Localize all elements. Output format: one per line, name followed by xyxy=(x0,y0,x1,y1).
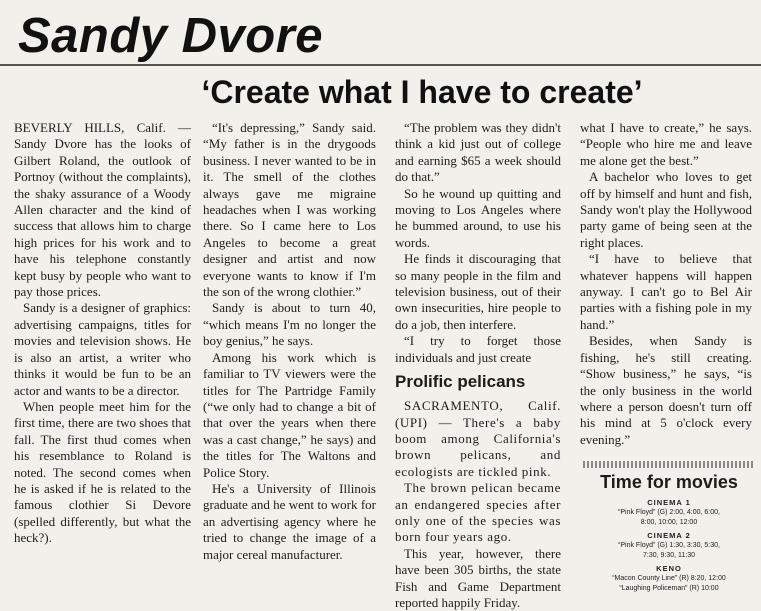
paragraph: Besides, when Sandy is fishing, he's still creating. “Show business,” he says, “is the only business in the world where a person doesn't turn off his mind at 5 o'clock every evening.” xyxy=(580,333,752,447)
paragraph: “I have to believe that whatever happens will happen anyway. I can't go to Bel Air parties with a fishing pole in my hand.” xyxy=(580,251,752,332)
showtime-line: “Laughing Policeman” (R) 10:00 xyxy=(619,584,719,592)
paragraph: Sandy is about to turn 40, “which means I'm no longer the boy genius,” he says. xyxy=(203,300,376,349)
paragraph: BEVERLY HILLS, Calif. — Sandy Dvore has the looks of Gilbert Roland, the outlook of Portnoy (without the complaints), the shaky assurance of a Woody Allen character and the kind of success that allows him to charge high prices for his work and to have his telephone constantly kept busy by people who want to pay those prices. xyxy=(14,120,191,300)
article-column-4 xyxy=(580,120,752,448)
divider-rule xyxy=(0,64,761,66)
paragraph: “The problem was they didn't think a kid just out of college and earning $65 a week should do that.” xyxy=(395,120,561,185)
showtime-line: “Pink Floyd” (G) 1:30, 3:30, 5:30, xyxy=(618,542,720,549)
paragraph: So he wound up quitting and moving to Los Angeles where he bummed around, to use his words. xyxy=(395,185,561,250)
pelican-story-subhead: Prolific pelicans xyxy=(395,372,526,392)
paragraph: “I try to forget those individuals and just create xyxy=(395,333,561,365)
paragraph: Sandy is a designer of graphics: advertising campaigns, titles for movies and television shows. He is also an artist, a writer who thinks it would be fun to be an actor and wants to be a director. xyxy=(14,300,191,398)
headline: ‘Create what I have to create’ xyxy=(201,74,643,110)
paragraph: This year, however, there have been 305 births, the state Fish and Game Department reported happily Friday. xyxy=(395,545,561,610)
paragraph: Among his work which is familiar to TV viewers were the titles for The Partridge Family (“we only had to change a bit of that over the years when there was a cast change,” he says) and the titles for The Waltons and Police Story. xyxy=(203,349,376,480)
paragraph: He's a University of Illinois graduate and he went to work for an advertising agency where he tried to change the image of a major cereal manufacturer. xyxy=(203,480,376,562)
showtime-line: “Pink Floyd” (G) 2:00, 4:00, 6:00, xyxy=(618,509,720,516)
showtime-line: 8:00, 10:00, 12:00 xyxy=(640,518,698,526)
cinema-name: CINEMA 1 xyxy=(647,498,691,507)
paragraph: what I have to create,” he says. “People who hire me and leave me alone get the best.” xyxy=(580,120,752,168)
article-column-1 xyxy=(14,120,191,547)
paragraph: He finds it discouraging that so many people in the film and television business, out of their own insecurities, hire people to do a job, then interfere. xyxy=(395,251,561,332)
dotted-divider xyxy=(583,461,755,468)
paragraph: SACRAMENTO, Calif. (UPI) — There's a baby boom among California's brown pelicans, and ecologists are tickled pink. xyxy=(395,398,561,479)
paragraph: The brown pelican became an endangered species after only one of the species was born four years ago. xyxy=(395,480,561,545)
paragraph: A bachelor who loves to get off by himself and hunt and fish, Sandy won't play the Hollywood party game of being seen at the right places. xyxy=(580,169,752,250)
column-title: Sandy Dvore xyxy=(18,9,324,63)
cinema-listing xyxy=(583,564,755,593)
article-column-2 xyxy=(203,120,376,563)
movie-listings xyxy=(583,470,755,593)
showtime-line: 7:30, 9:30, 11:30 xyxy=(642,551,696,559)
showtime-line: “Macon County Line” (R) 8:20, 12:00 xyxy=(612,575,726,582)
article-column-3 xyxy=(395,120,561,611)
paragraph: “It's depressing,” Sandy said. “My father is in the drygoods business. I never wanted to be in it. The smell of the clothes always gave me migraine headaches when I was working there. So I came here to Los Angeles to become a great designer and artist and now everyone wants to know if I'm the son of the wrong clothier.” xyxy=(203,120,376,300)
cinema-name: KENO xyxy=(656,564,682,573)
cinema-listing xyxy=(583,498,755,527)
movies-title: Time for movies xyxy=(600,472,738,492)
paragraph: When people meet him for the first time, there are two shoes that fall. The first thud comes when his resemblance to Roland is noted. The second comes when he is asked if he is related to the famous clothier Si Devore (spelled differently, but what the heck?). xyxy=(14,398,191,546)
cinema-name: CINEMA 2 xyxy=(647,531,691,540)
cinema-listing xyxy=(583,531,755,560)
